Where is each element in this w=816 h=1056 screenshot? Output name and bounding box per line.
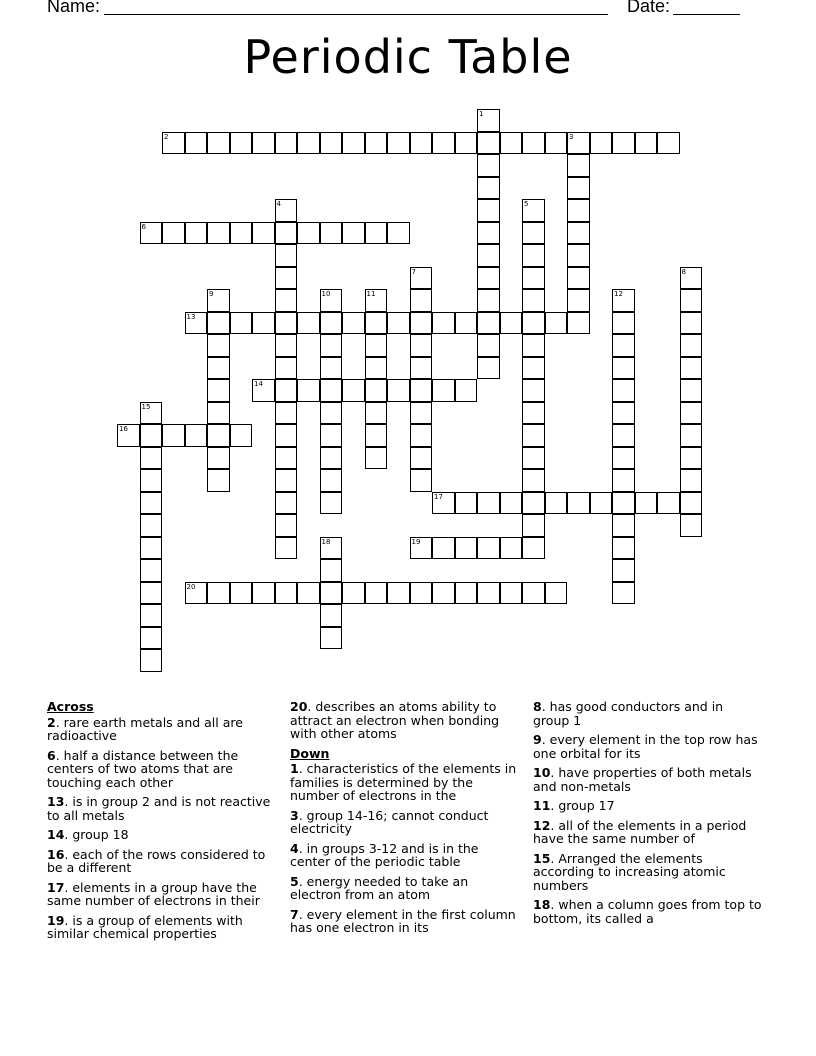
crossword-cell[interactable] xyxy=(320,334,343,357)
crossword-cell[interactable] xyxy=(230,424,253,447)
crossword-cell[interactable] xyxy=(680,469,703,492)
crossword-cell[interactable] xyxy=(140,469,163,492)
page-title: Periodic Table xyxy=(243,30,573,84)
clue-number: 10 xyxy=(321,290,331,298)
clue-across-16: 16. each of the rows considered to be a different xyxy=(47,846,266,875)
crossword-cell[interactable] xyxy=(252,222,275,245)
crossword-cell[interactable] xyxy=(275,312,298,335)
crossword-cell[interactable] xyxy=(590,492,613,515)
crossword-cell[interactable] xyxy=(477,177,500,200)
crossword-cell[interactable] xyxy=(567,154,590,177)
clue-down-10: 10. have properties of both metals and non-metals xyxy=(533,765,752,794)
crossword-cell[interactable] xyxy=(455,312,478,335)
crossword-cell[interactable] xyxy=(185,582,208,605)
crossword-cell[interactable] xyxy=(680,357,703,380)
crossword-cell[interactable] xyxy=(275,402,298,425)
clue-number: 12 xyxy=(614,290,623,298)
crossword-cell[interactable] xyxy=(207,447,230,470)
crossword-cell[interactable] xyxy=(432,312,455,335)
crossword-cell[interactable] xyxy=(567,492,590,515)
crossword-cell[interactable] xyxy=(140,559,163,582)
crossword-cell[interactable] xyxy=(455,379,478,402)
crossword-cell[interactable] xyxy=(522,199,545,222)
clue-number: 9 xyxy=(209,290,214,298)
crossword-cell[interactable] xyxy=(410,312,433,335)
crossword-cell[interactable] xyxy=(477,357,500,380)
crossword-cell[interactable] xyxy=(252,582,275,605)
crossword-cell[interactable] xyxy=(635,132,658,155)
crossword-cell[interactable] xyxy=(320,492,343,515)
crossword-cell[interactable] xyxy=(320,379,343,402)
crossword-cell[interactable] xyxy=(140,627,163,650)
crossword-cell[interactable] xyxy=(477,222,500,245)
crossword-cell[interactable] xyxy=(477,312,500,335)
crossword-cell[interactable] xyxy=(680,379,703,402)
crossword-cell[interactable] xyxy=(342,582,365,605)
crossword-cell[interactable] xyxy=(612,334,635,357)
crossword-cell[interactable] xyxy=(567,289,590,312)
crossword-cell[interactable] xyxy=(207,289,230,312)
crossword-cell[interactable] xyxy=(275,379,298,402)
crossword-cell[interactable] xyxy=(275,289,298,312)
crossword-cell[interactable] xyxy=(567,199,590,222)
crossword-cell[interactable] xyxy=(612,357,635,380)
crossword-cell[interactable] xyxy=(410,447,433,470)
clue-across-14: 14. group 18 xyxy=(47,827,129,842)
crossword-cell[interactable] xyxy=(320,447,343,470)
crossword-cell[interactable] xyxy=(477,492,500,515)
crossword-cell[interactable] xyxy=(680,514,703,537)
crossword-cell[interactable] xyxy=(252,312,275,335)
crossword-cell[interactable] xyxy=(320,469,343,492)
crossword-cell[interactable] xyxy=(545,132,568,155)
crossword-cell[interactable] xyxy=(410,402,433,425)
crossword-cell[interactable] xyxy=(252,379,275,402)
crossword-cell[interactable] xyxy=(567,132,590,155)
clue-number: 15 xyxy=(141,402,151,411)
crossword-cell[interactable] xyxy=(500,132,523,155)
crossword-cell[interactable] xyxy=(410,267,433,290)
clue-number: 4 xyxy=(276,200,281,208)
crossword-cell[interactable] xyxy=(207,222,230,245)
crossword-cell[interactable] xyxy=(657,492,680,515)
crossword-cell[interactable] xyxy=(162,132,185,155)
crossword-cell[interactable] xyxy=(612,514,635,537)
crossword-cell[interactable] xyxy=(275,267,298,290)
crossword-cell[interactable] xyxy=(207,132,230,155)
clue-number: 18 xyxy=(321,537,331,546)
crossword-cell[interactable] xyxy=(320,222,343,245)
crossword-cell[interactable] xyxy=(612,447,635,470)
crossword-cell[interactable] xyxy=(297,312,320,335)
crossword-cell[interactable] xyxy=(680,312,703,335)
clue-number: 16 xyxy=(119,425,128,433)
crossword-cell[interactable] xyxy=(275,514,298,537)
crossword-cell[interactable] xyxy=(387,379,410,402)
crossword-cell[interactable] xyxy=(297,222,320,245)
crossword-cell[interactable] xyxy=(365,312,388,335)
crossword-cell[interactable] xyxy=(522,582,545,605)
crossword-cell[interactable] xyxy=(365,289,388,312)
crossword-cell[interactable] xyxy=(410,537,433,560)
crossword-cell[interactable] xyxy=(680,267,703,290)
crossword-cell[interactable] xyxy=(545,492,568,515)
crossword-cell[interactable] xyxy=(275,469,298,492)
crossword-cell[interactable] xyxy=(545,312,568,335)
crossword-cell[interactable] xyxy=(522,424,545,447)
crossword-cell[interactable] xyxy=(567,267,590,290)
crossword-cell[interactable] xyxy=(320,582,343,605)
crossword-cell[interactable] xyxy=(275,424,298,447)
crossword-cell[interactable] xyxy=(320,424,343,447)
crossword-cell[interactable] xyxy=(320,627,343,650)
clue-down-1: 1. characteristics of the elements in families is determined by the number of electrons in the xyxy=(290,761,517,803)
clue-number: 20 xyxy=(186,582,196,591)
date-label: Date: xyxy=(627,0,671,16)
crossword-cell[interactable] xyxy=(185,424,208,447)
crossword-cell[interactable] xyxy=(365,379,388,402)
crossword-cell[interactable] xyxy=(612,537,635,560)
crossword-cell[interactable] xyxy=(522,267,545,290)
name-label: Name: xyxy=(47,0,101,16)
crossword-cell[interactable] xyxy=(140,582,163,605)
crossword-cell[interactable] xyxy=(477,109,500,132)
crossword-cell[interactable] xyxy=(230,582,253,605)
clues-column-3 xyxy=(533,700,763,931)
crossword-cell[interactable] xyxy=(320,357,343,380)
crossword-cell[interactable] xyxy=(185,312,208,335)
crossword-cell[interactable] xyxy=(320,132,343,155)
crossword-cell[interactable] xyxy=(522,312,545,335)
crossword-cell[interactable] xyxy=(522,447,545,470)
clue-number: 1 xyxy=(479,110,484,118)
clue-across-13: 13. is in group 2 and is not reactive to all metals xyxy=(47,794,271,823)
crossword-cell[interactable] xyxy=(477,154,500,177)
crossword-cell[interactable] xyxy=(207,582,230,605)
crossword-cell[interactable] xyxy=(230,312,253,335)
crossword-cell[interactable] xyxy=(455,537,478,560)
crossword-cell[interactable] xyxy=(500,582,523,605)
crossword-cell[interactable] xyxy=(365,447,388,470)
crossword-cell[interactable] xyxy=(140,402,163,425)
clue-number: 17 xyxy=(434,492,443,501)
clue-down-15: 15. Arranged the elements according to increasing atomic numbers xyxy=(533,850,726,893)
crossword-cell[interactable] xyxy=(432,537,455,560)
crossword-cell[interactable] xyxy=(522,289,545,312)
crossword-cell[interactable] xyxy=(275,537,298,560)
crossword-cell[interactable] xyxy=(612,492,635,515)
crossword-cell[interactable] xyxy=(680,447,703,470)
crossword-cell[interactable] xyxy=(275,357,298,380)
crossword-cell[interactable] xyxy=(140,222,163,245)
crossword-cell[interactable] xyxy=(207,424,230,447)
crossword-cell[interactable] xyxy=(522,492,545,515)
crossword-cell[interactable] xyxy=(207,469,230,492)
crossword-cell[interactable] xyxy=(117,424,140,447)
crossword-cell[interactable] xyxy=(522,357,545,380)
clue-across-17: 17. elements in a group have the same number of electrons in their xyxy=(47,879,260,908)
clue-down-11: 11. group 17 xyxy=(533,798,615,813)
crossword-cell[interactable] xyxy=(410,334,433,357)
crossword-cell[interactable] xyxy=(297,582,320,605)
crossword-cell[interactable] xyxy=(500,492,523,515)
clue-down-8: 8. has good conductors and in group 1 xyxy=(533,699,724,728)
crossword-cell[interactable] xyxy=(230,222,253,245)
clues-column-2 xyxy=(290,700,520,941)
crossword-cell[interactable] xyxy=(680,424,703,447)
crossword-cell[interactable] xyxy=(455,492,478,515)
crossword-cell[interactable] xyxy=(567,244,590,267)
crossword-cell[interactable] xyxy=(320,559,343,582)
crossword-cell[interactable] xyxy=(185,132,208,155)
crossword-cell[interactable] xyxy=(477,537,500,560)
crossword-cell[interactable] xyxy=(410,132,433,155)
crossword-cell[interactable] xyxy=(680,334,703,357)
crossword-cell[interactable] xyxy=(522,244,545,267)
crossword-cell[interactable] xyxy=(320,312,343,335)
crossword-cell[interactable] xyxy=(635,492,658,515)
clue-number: 13 xyxy=(186,312,196,321)
clue-number: 14 xyxy=(254,380,263,388)
crossword-cell[interactable] xyxy=(297,379,320,402)
crossword-cell[interactable] xyxy=(410,357,433,380)
crossword-cell[interactable] xyxy=(207,357,230,380)
crossword-cell[interactable] xyxy=(567,222,590,245)
crossword-cell[interactable] xyxy=(432,379,455,402)
crossword-cell[interactable] xyxy=(162,222,185,245)
clue-number: 19 xyxy=(411,537,421,546)
crossword-cell[interactable] xyxy=(522,132,545,155)
crossword-cell[interactable] xyxy=(680,289,703,312)
crossword-cell[interactable] xyxy=(612,289,635,312)
down-heading: Down xyxy=(290,745,330,761)
crossword-cell[interactable] xyxy=(275,244,298,267)
crossword-cell[interactable] xyxy=(455,582,478,605)
crossword-cell[interactable] xyxy=(275,199,298,222)
crossword-cell[interactable] xyxy=(522,514,545,537)
crossword-cell[interactable] xyxy=(140,537,163,560)
crossword-cell[interactable] xyxy=(432,492,455,515)
crossword-cell[interactable] xyxy=(342,379,365,402)
crossword-cell[interactable] xyxy=(612,379,635,402)
crossword-cell[interactable] xyxy=(207,312,230,335)
clue-number: 8 xyxy=(681,267,686,276)
crossword-cell[interactable] xyxy=(410,289,433,312)
crossword-cell[interactable] xyxy=(365,132,388,155)
crossword-cell[interactable] xyxy=(365,582,388,605)
crossword-cell[interactable] xyxy=(477,582,500,605)
clue-number: 6 xyxy=(141,222,146,231)
crossword-cell[interactable] xyxy=(387,582,410,605)
crossword-cell[interactable] xyxy=(320,402,343,425)
crossword-cell[interactable] xyxy=(207,334,230,357)
clue-down-3: 3. group 14-16; cannot conduct electricity xyxy=(290,807,489,836)
crossword-cell[interactable] xyxy=(140,514,163,537)
crossword-cell[interactable] xyxy=(140,447,163,470)
crossword-cell[interactable] xyxy=(365,424,388,447)
crossword-cell[interactable] xyxy=(455,132,478,155)
crossword-cell[interactable] xyxy=(477,289,500,312)
clue-number: 5 xyxy=(524,200,529,208)
crossword-cell[interactable] xyxy=(612,424,635,447)
clue-down-7: 7. every element in the first column has one electron in its xyxy=(290,906,516,935)
crossword-cell[interactable] xyxy=(612,312,635,335)
crossword-cell[interactable] xyxy=(140,604,163,627)
crossword-cell[interactable] xyxy=(522,402,545,425)
across-heading: Across xyxy=(47,699,94,714)
crossword-cell[interactable] xyxy=(342,222,365,245)
crossword-cell[interactable] xyxy=(365,334,388,357)
crossword-cell[interactable] xyxy=(275,447,298,470)
crossword-cell[interactable] xyxy=(207,402,230,425)
crossword-cell[interactable] xyxy=(185,222,208,245)
crossword-cell[interactable] xyxy=(477,334,500,357)
crossword-cell[interactable] xyxy=(365,402,388,425)
crossword-cell[interactable] xyxy=(275,334,298,357)
crossword-cell[interactable] xyxy=(365,222,388,245)
crossword-cell[interactable] xyxy=(522,222,545,245)
crossword-cell[interactable] xyxy=(410,582,433,605)
crossword-cell[interactable] xyxy=(500,312,523,335)
crossword-cell[interactable] xyxy=(162,424,185,447)
clue-number: 3 xyxy=(569,132,574,141)
crossword-cell[interactable] xyxy=(320,537,343,560)
clue-down-12: 12. all of the elements in a period have the same number of xyxy=(533,817,747,846)
crossword-cell[interactable] xyxy=(342,312,365,335)
clue-down-9: 9. every element in the top row has one orbital for its xyxy=(533,732,758,761)
crossword-cell[interactable] xyxy=(410,469,433,492)
crossword-cell[interactable] xyxy=(387,222,410,245)
crossword-cell[interactable] xyxy=(567,177,590,200)
crossword-cell[interactable] xyxy=(522,379,545,402)
clue-down-5: 5. energy needed to take an electron from an atom xyxy=(290,873,469,902)
crossword-cell[interactable] xyxy=(140,424,163,447)
crossword-cell[interactable] xyxy=(612,402,635,425)
crossword-cell[interactable] xyxy=(275,492,298,515)
crossword-cell[interactable] xyxy=(320,289,343,312)
crossword-cell[interactable] xyxy=(432,132,455,155)
crossword-cell[interactable] xyxy=(567,312,590,335)
clue-across-19: 19. is a group of elements with similar chemical properties xyxy=(47,912,243,941)
crossword-cell[interactable] xyxy=(432,582,455,605)
clue-number: 2 xyxy=(164,132,169,141)
crossword-cell[interactable] xyxy=(140,649,163,672)
clues-column-1 xyxy=(47,700,277,947)
clue-down-4: 4. in groups 3-12 and is in the center of the periodic table xyxy=(290,840,479,869)
clue-number: 7 xyxy=(411,267,416,276)
crossword-cell[interactable] xyxy=(522,537,545,560)
crossword-cell[interactable] xyxy=(275,582,298,605)
crossword-cell[interactable] xyxy=(680,402,703,425)
crossword-cell[interactable] xyxy=(252,132,275,155)
crossword-cell[interactable] xyxy=(275,132,298,155)
crossword-cell[interactable] xyxy=(612,559,635,582)
crossword-cell[interactable] xyxy=(387,132,410,155)
crossword-cell[interactable] xyxy=(320,604,343,627)
crossword-cell[interactable] xyxy=(612,132,635,155)
crossword-cell[interactable] xyxy=(410,424,433,447)
clue-number: 11 xyxy=(366,290,376,298)
crossword-cell[interactable] xyxy=(590,132,613,155)
crossword-cell[interactable] xyxy=(297,132,320,155)
clue-across-20: 20. describes an atoms ability to attract an electron when bonding with other atoms xyxy=(290,699,500,741)
crossword-cell[interactable] xyxy=(477,199,500,222)
crossword-cell[interactable] xyxy=(230,132,253,155)
crossword-cell[interactable] xyxy=(612,469,635,492)
crossword-cell[interactable] xyxy=(275,222,298,245)
clue-across-2: 2. rare earth metals and all are radioactive xyxy=(47,714,243,743)
crossword-cell[interactable] xyxy=(612,582,635,605)
crossword-cell[interactable] xyxy=(342,132,365,155)
clue-down-18: 18. when a column goes from top to bottom, its called a xyxy=(533,897,762,926)
crossword-cell[interactable] xyxy=(477,267,500,290)
crossword-cell[interactable] xyxy=(207,379,230,402)
clue-across-6: 6. half a distance between the centers of two atoms that are touching each other xyxy=(47,747,239,790)
crossword-cell[interactable] xyxy=(522,469,545,492)
crossword-cell[interactable] xyxy=(680,492,703,515)
crossword-cell[interactable] xyxy=(500,537,523,560)
crossword-cell[interactable] xyxy=(365,357,388,380)
crossword-cell[interactable] xyxy=(410,379,433,402)
crossword-cell[interactable] xyxy=(140,492,163,515)
crossword-cell[interactable] xyxy=(477,244,500,267)
crossword-cell[interactable] xyxy=(477,132,500,155)
crossword-cell[interactable] xyxy=(545,582,568,605)
crossword-cell[interactable] xyxy=(522,334,545,357)
crossword-cell[interactable] xyxy=(387,312,410,335)
crossword-cell[interactable] xyxy=(657,132,680,155)
